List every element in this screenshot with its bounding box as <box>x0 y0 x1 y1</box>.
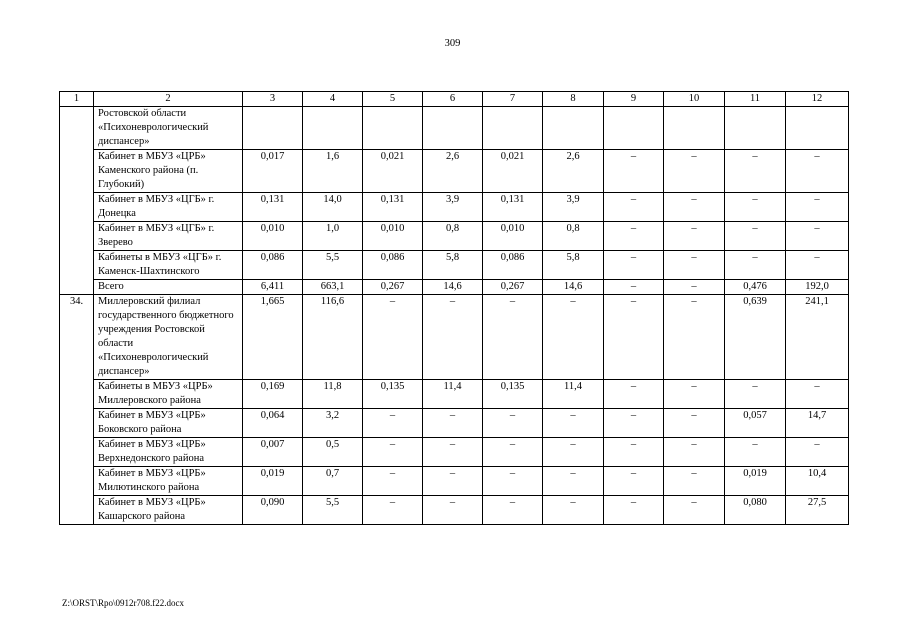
value-cell-col-10: – <box>664 222 725 251</box>
value-cell-col-7: 0,086 <box>483 251 543 280</box>
row-index-cell: 34. <box>60 295 94 380</box>
row-label-cell: Миллеровский филиал государственного бюджетного учреждения Ростовской области «Психоневрологический диспансер» <box>94 295 243 380</box>
value-cell-col-11: 0,019 <box>725 467 786 496</box>
table-header <box>60 92 849 107</box>
column-header-7: 7 <box>483 92 543 107</box>
row-label-cell: Кабинет в МБУЗ «ЦРБ» Каменского района (п. Глубокий) <box>94 150 243 193</box>
value-cell-col-4: 0,7 <box>303 467 363 496</box>
value-cell-col-9: – <box>604 222 664 251</box>
value-cell-col-6 <box>423 107 483 150</box>
column-header-6: 6 <box>423 92 483 107</box>
value-cell-col-12: – <box>786 438 849 467</box>
value-cell-col-6: 2,6 <box>423 150 483 193</box>
table-row <box>60 467 849 496</box>
value-cell-col-9: – <box>604 251 664 280</box>
value-cell-col-8: 2,6 <box>543 150 604 193</box>
value-cell-col-11: – <box>725 222 786 251</box>
column-header-11: 11 <box>725 92 786 107</box>
value-cell-col-5: – <box>363 295 423 380</box>
row-index-cell <box>60 280 94 295</box>
value-cell-col-6: 11,4 <box>423 380 483 409</box>
value-cell-col-8: 5,8 <box>543 251 604 280</box>
value-cell-col-11: – <box>725 150 786 193</box>
value-cell-col-8: 0,8 <box>543 222 604 251</box>
value-cell-col-10: – <box>664 193 725 222</box>
table-row <box>60 496 849 525</box>
value-cell-col-7: – <box>483 409 543 438</box>
value-cell-col-3: 0,086 <box>243 251 303 280</box>
table-row <box>60 150 849 193</box>
value-cell-col-4: 5,5 <box>303 251 363 280</box>
value-cell-col-10: – <box>664 496 725 525</box>
value-cell-col-8: – <box>543 409 604 438</box>
value-cell-col-8: 3,9 <box>543 193 604 222</box>
value-cell-col-10: – <box>664 380 725 409</box>
table-row <box>60 438 849 467</box>
value-cell-col-6: – <box>423 409 483 438</box>
value-cell-col-3 <box>243 107 303 150</box>
value-cell-col-12: 192,0 <box>786 280 849 295</box>
value-cell-col-11: – <box>725 193 786 222</box>
value-cell-col-8: 11,4 <box>543 380 604 409</box>
value-cell-col-6: 0,8 <box>423 222 483 251</box>
value-cell-col-11: – <box>725 438 786 467</box>
value-cell-col-5: – <box>363 467 423 496</box>
table-row <box>60 107 849 150</box>
value-cell-col-4: 11,8 <box>303 380 363 409</box>
value-cell-col-4: 1,6 <box>303 150 363 193</box>
row-label-cell: Кабинет в МБУЗ «ЦГБ» г. Донецка <box>94 193 243 222</box>
value-cell-col-4: 14,0 <box>303 193 363 222</box>
column-header-9: 9 <box>604 92 664 107</box>
value-cell-col-11: 0,057 <box>725 409 786 438</box>
row-index-cell <box>60 496 94 525</box>
value-cell-col-12: – <box>786 193 849 222</box>
value-cell-col-10: – <box>664 409 725 438</box>
row-index-cell <box>60 150 94 193</box>
value-cell-col-7: 0,010 <box>483 222 543 251</box>
value-cell-col-11: 0,639 <box>725 295 786 380</box>
value-cell-col-5: 0,010 <box>363 222 423 251</box>
table-row <box>60 380 849 409</box>
row-index-cell <box>60 438 94 467</box>
value-cell-col-12 <box>786 107 849 150</box>
column-header-4: 4 <box>303 92 363 107</box>
value-cell-col-9: – <box>604 438 664 467</box>
value-cell-col-9: – <box>604 295 664 380</box>
table-row <box>60 295 849 380</box>
value-cell-col-4: 0,5 <box>303 438 363 467</box>
row-label-cell: Всего <box>94 280 243 295</box>
value-cell-col-3: 6,411 <box>243 280 303 295</box>
value-cell-col-8: – <box>543 438 604 467</box>
value-cell-col-6: 5,8 <box>423 251 483 280</box>
value-cell-col-12: 27,5 <box>786 496 849 525</box>
value-cell-col-6: 3,9 <box>423 193 483 222</box>
value-cell-col-6: – <box>423 496 483 525</box>
table-row <box>60 193 849 222</box>
table-row <box>60 280 849 295</box>
value-cell-col-8 <box>543 107 604 150</box>
value-cell-col-9: – <box>604 150 664 193</box>
table-row <box>60 251 849 280</box>
value-cell-col-9: – <box>604 193 664 222</box>
value-cell-col-11: 0,080 <box>725 496 786 525</box>
column-header-10: 10 <box>664 92 725 107</box>
value-cell-col-3: 0,019 <box>243 467 303 496</box>
value-cell-col-12: – <box>786 380 849 409</box>
value-cell-col-11: – <box>725 380 786 409</box>
value-cell-col-9: – <box>604 380 664 409</box>
column-header-12: 12 <box>786 92 849 107</box>
value-cell-col-10: – <box>664 251 725 280</box>
value-cell-col-3: 0,007 <box>243 438 303 467</box>
value-cell-col-12: – <box>786 150 849 193</box>
value-cell-col-5: – <box>363 438 423 467</box>
value-cell-col-6: – <box>423 438 483 467</box>
value-cell-col-12: 241,1 <box>786 295 849 380</box>
row-index-cell <box>60 467 94 496</box>
value-cell-col-4 <box>303 107 363 150</box>
value-cell-col-4: 1,0 <box>303 222 363 251</box>
row-index-cell <box>60 251 94 280</box>
row-label-cell: Кабинет в МБУЗ «ЦРБ» Кашарского района <box>94 496 243 525</box>
value-cell-col-12: – <box>786 251 849 280</box>
table-row <box>60 409 849 438</box>
row-label-cell: Кабинеты в МБУЗ «ЦГБ» г. Каменск-Шахтинского <box>94 251 243 280</box>
row-label-cell: Кабинет в МБУЗ «ЦРБ» Верхнедонского района <box>94 438 243 467</box>
value-cell-col-4: 3,2 <box>303 409 363 438</box>
value-cell-col-7: – <box>483 496 543 525</box>
data-table <box>59 91 849 525</box>
column-header-8: 8 <box>543 92 604 107</box>
value-cell-col-7: – <box>483 467 543 496</box>
value-cell-col-5: – <box>363 496 423 525</box>
value-cell-col-11: 0,476 <box>725 280 786 295</box>
table-body <box>60 107 849 525</box>
value-cell-col-6: – <box>423 467 483 496</box>
value-cell-col-7: 0,131 <box>483 193 543 222</box>
value-cell-col-5 <box>363 107 423 150</box>
value-cell-col-8: 14,6 <box>543 280 604 295</box>
value-cell-col-10 <box>664 107 725 150</box>
row-index-cell <box>60 107 94 150</box>
value-cell-col-10: – <box>664 438 725 467</box>
value-cell-col-9: – <box>604 467 664 496</box>
page-number: 309 <box>444 38 461 49</box>
row-label-cell: Ростовской области «Психоневрологический диспансер» <box>94 107 243 150</box>
value-cell-col-3: 0,131 <box>243 193 303 222</box>
footer-file-path: Z:\ORST\Rpo\0912r708.f22.docx <box>62 598 184 608</box>
value-cell-col-11: – <box>725 251 786 280</box>
value-cell-col-8: – <box>543 295 604 380</box>
value-cell-col-12: 14,7 <box>786 409 849 438</box>
value-cell-col-3: 0,017 <box>243 150 303 193</box>
value-cell-col-7: 0,135 <box>483 380 543 409</box>
value-cell-col-9: – <box>604 496 664 525</box>
header-row <box>60 92 849 107</box>
row-index-cell <box>60 222 94 251</box>
value-cell-col-5: – <box>363 409 423 438</box>
value-cell-col-5: 0,086 <box>363 251 423 280</box>
value-cell-col-7: – <box>483 295 543 380</box>
value-cell-col-7: – <box>483 438 543 467</box>
value-cell-col-5: 0,021 <box>363 150 423 193</box>
value-cell-col-4: 5,5 <box>303 496 363 525</box>
value-cell-col-3: 0,090 <box>243 496 303 525</box>
value-cell-col-7: 0,267 <box>483 280 543 295</box>
value-cell-col-10: – <box>664 280 725 295</box>
value-cell-col-8: – <box>543 496 604 525</box>
value-cell-col-12: – <box>786 222 849 251</box>
value-cell-col-4: 116,6 <box>303 295 363 380</box>
value-cell-col-3: 0,064 <box>243 409 303 438</box>
table-row <box>60 222 849 251</box>
value-cell-col-5: 0,267 <box>363 280 423 295</box>
value-cell-col-11 <box>725 107 786 150</box>
value-cell-col-7 <box>483 107 543 150</box>
value-cell-col-10: – <box>664 150 725 193</box>
value-cell-col-5: 0,135 <box>363 380 423 409</box>
column-header-3: 3 <box>243 92 303 107</box>
value-cell-col-5: 0,131 <box>363 193 423 222</box>
row-index-cell <box>60 409 94 438</box>
value-cell-col-9: – <box>604 409 664 438</box>
row-label-cell: Кабинет в МБУЗ «ЦГБ» г. Зверево <box>94 222 243 251</box>
value-cell-col-8: – <box>543 467 604 496</box>
value-cell-col-7: 0,021 <box>483 150 543 193</box>
value-cell-col-9: – <box>604 280 664 295</box>
column-header-5: 5 <box>363 92 423 107</box>
value-cell-col-3: 0,169 <box>243 380 303 409</box>
value-cell-col-4: 663,1 <box>303 280 363 295</box>
value-cell-col-3: 1,665 <box>243 295 303 380</box>
value-cell-col-12: 10,4 <box>786 467 849 496</box>
value-cell-col-10: – <box>664 295 725 380</box>
value-cell-col-3: 0,010 <box>243 222 303 251</box>
row-label-cell: Кабинет в МБУЗ «ЦРБ» Милютинского района <box>94 467 243 496</box>
value-cell-col-9 <box>604 107 664 150</box>
row-label-cell: Кабинеты в МБУЗ «ЦРБ» Миллеровского района <box>94 380 243 409</box>
row-label-cell: Кабинет в МБУЗ «ЦРБ» Боковского района <box>94 409 243 438</box>
row-index-cell <box>60 193 94 222</box>
value-cell-col-6: – <box>423 295 483 380</box>
value-cell-col-10: – <box>664 467 725 496</box>
value-cell-col-6: 14,6 <box>423 280 483 295</box>
column-header-1: 1 <box>60 92 94 107</box>
row-index-cell <box>60 380 94 409</box>
column-header-2: 2 <box>94 92 243 107</box>
